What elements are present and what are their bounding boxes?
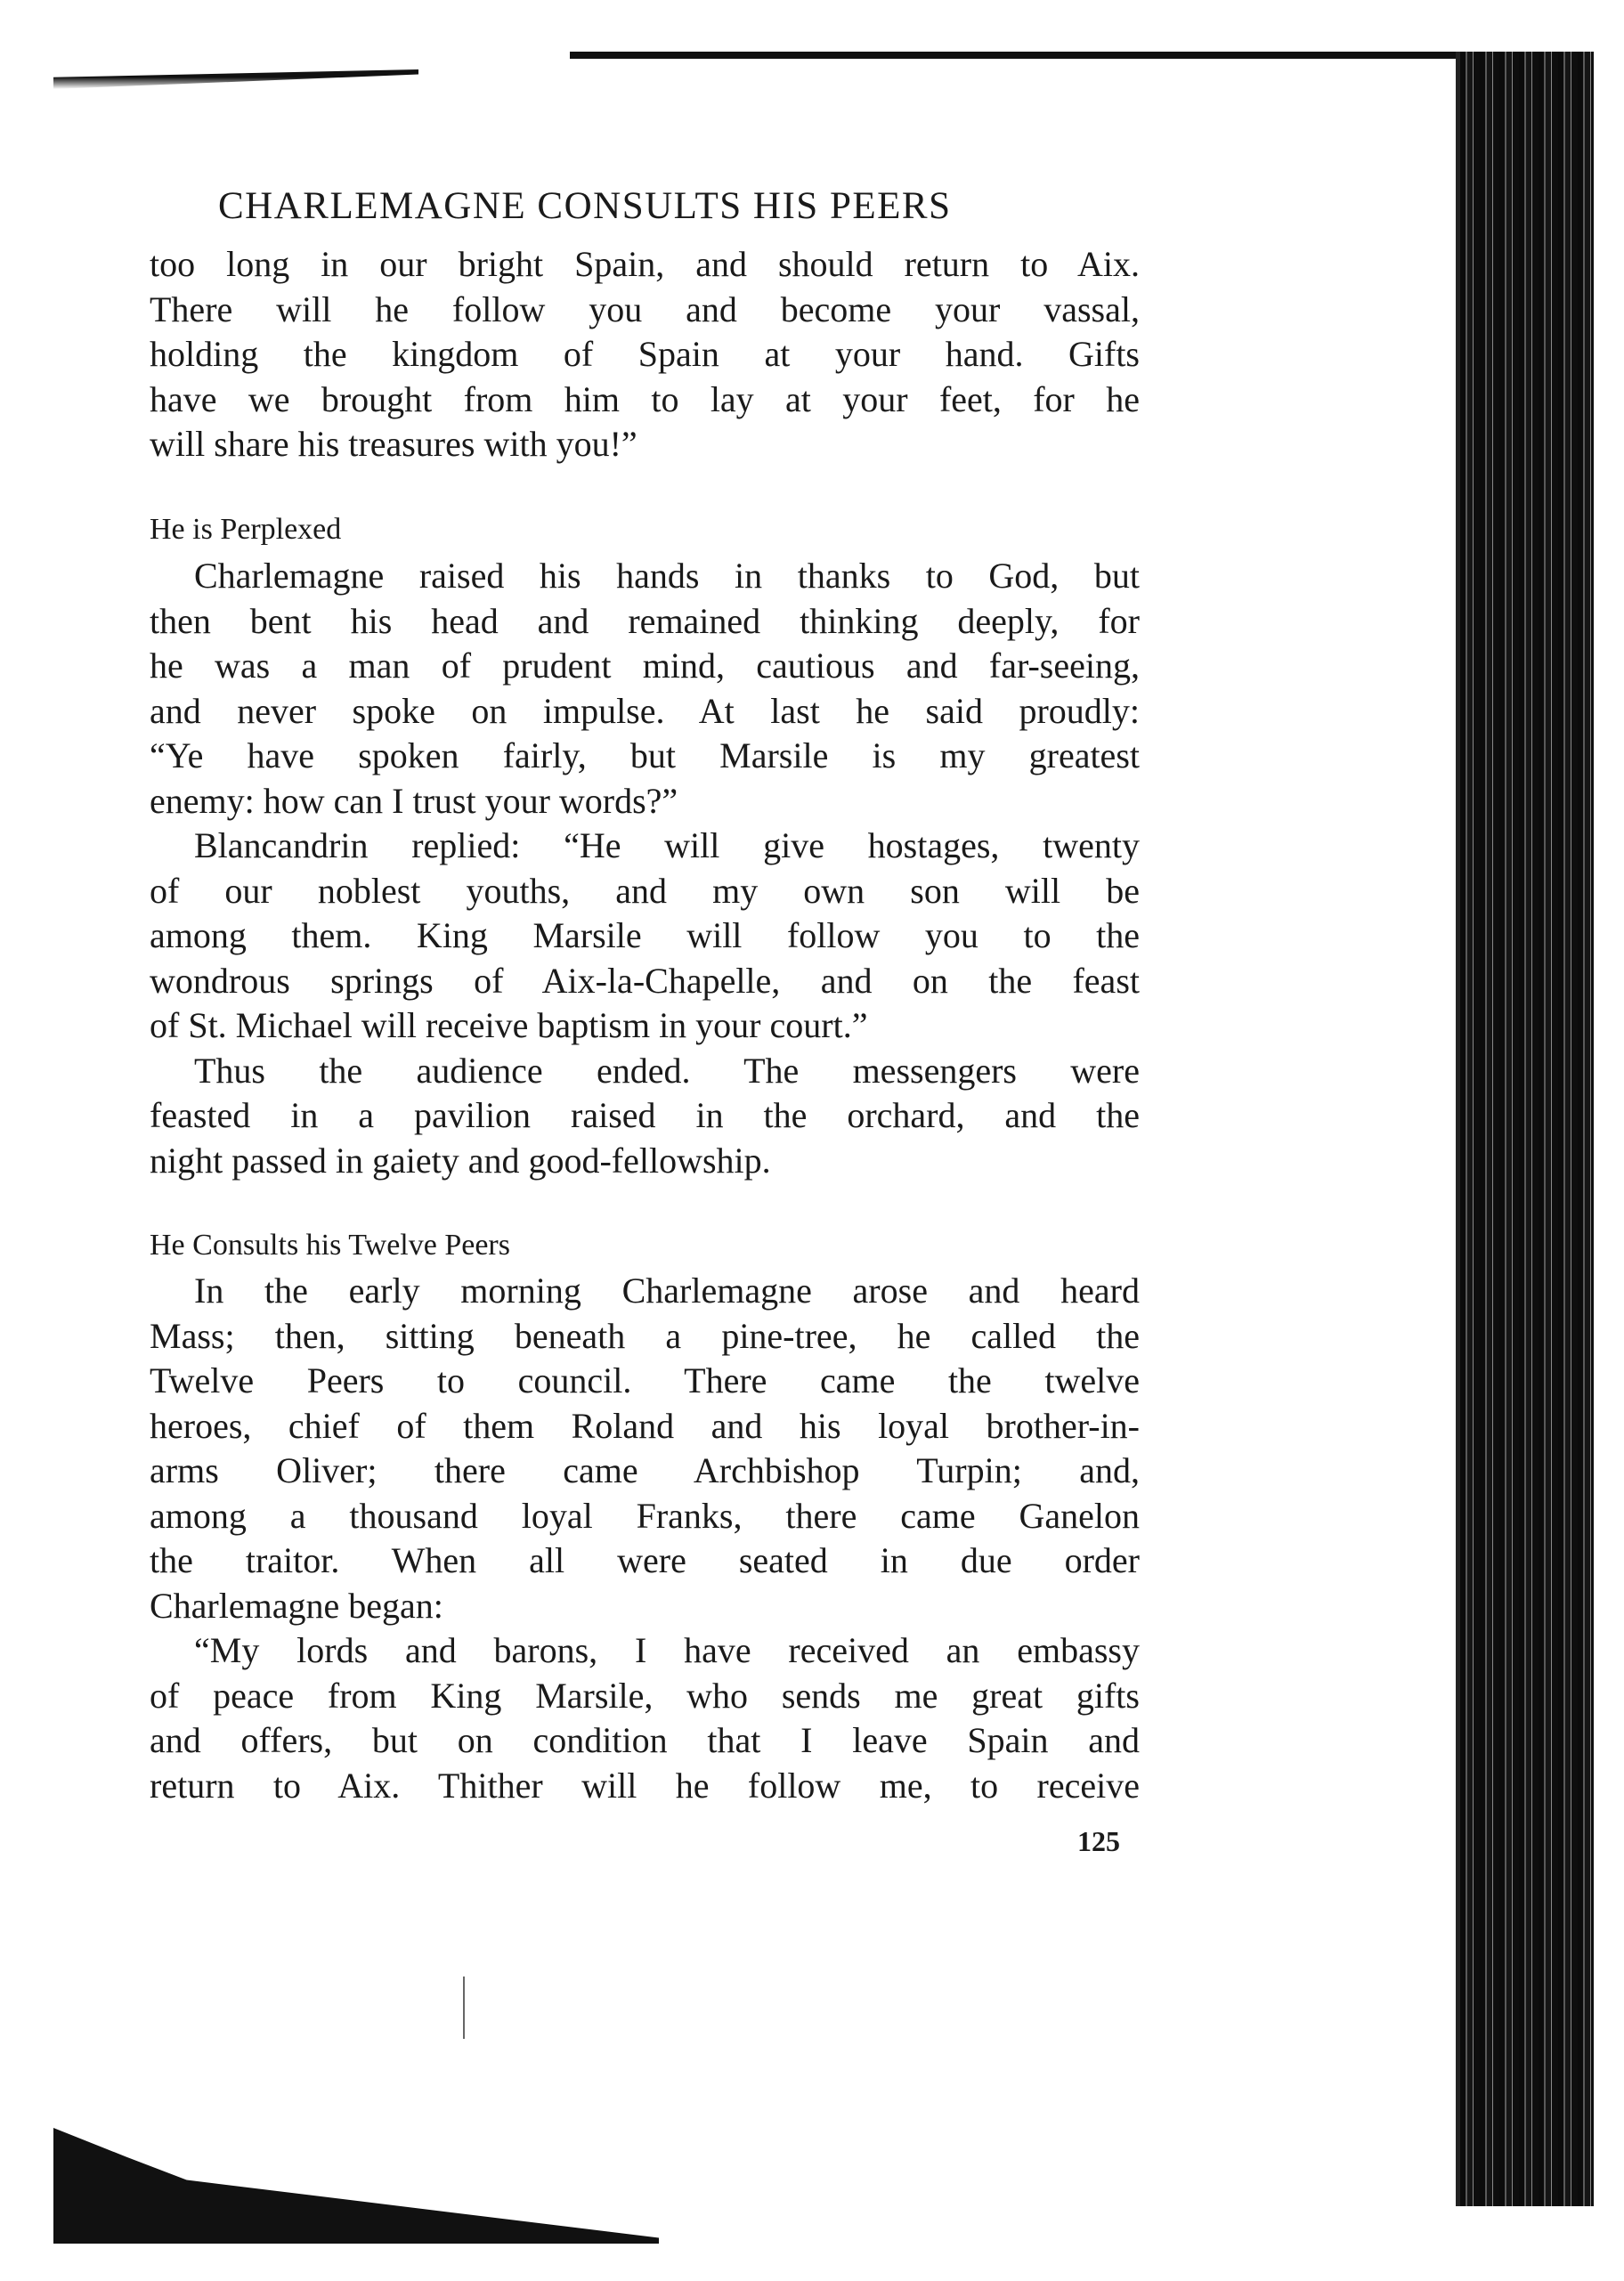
text-line: and offers, but on condition that I leave Spain and — [150, 1720, 1140, 1760]
text-block-2 — [150, 554, 1140, 1183]
scan-edge-top-left — [53, 69, 418, 89]
text-line: of our noblest youths, and my own son will be — [150, 870, 1140, 911]
text-line: the traitor. When all were seated in due order — [150, 1540, 1140, 1580]
text-line: feasted in a pavilion raised in the orchard, and the — [150, 1095, 1140, 1135]
text-line: enemy: how can I trust your words?” — [150, 780, 678, 821]
page-number: 125 — [1077, 1825, 1120, 1857]
scan-speck — [463, 1977, 465, 2039]
scan-edge-bottom-left — [53, 2128, 659, 2244]
scan-edge-top-right — [570, 52, 1469, 59]
section-subhead-perplexed: He is Perplexed — [150, 513, 342, 546]
text-line: Charlemagne raised his hands in thanks to God, but — [194, 556, 1140, 596]
text-block-1 — [150, 242, 1140, 467]
text-line: “Ye have spoken fairly, but Marsile is my greatest — [150, 735, 1140, 775]
text-line: In the early morning Charlemagne arose and heard — [194, 1270, 1140, 1311]
text-line: “My lords and barons, I have received an embassy — [194, 1630, 1140, 1670]
text-line: Thus the audience ended. The messengers were — [194, 1050, 1140, 1091]
text-line: holding the kingdom of Spain at your hand. Gifts — [150, 334, 1140, 374]
text-line: Blancandrin replied: “He will give hostages, twenty — [194, 825, 1140, 865]
section-subhead-twelve-peers: He Consults his Twelve Peers — [150, 1229, 510, 1262]
text-line: then bent his head and remained thinking deeply, for — [150, 600, 1140, 641]
text-line: Charlemagne began: — [150, 1585, 443, 1626]
text-line: Twelve Peers to council. There came the twelve — [150, 1360, 1140, 1400]
running-header: CHARLEMAGNE CONSULTS HIS PEERS — [218, 185, 952, 227]
text-line: will share his treasures with you!” — [150, 424, 637, 464]
text-line: of peace from King Marsile, who sends me great gifts — [150, 1675, 1140, 1716]
text-line: too long in our bright Spain, and should return to Aix. — [150, 244, 1140, 284]
text-line: heroes, chief of them Roland and his loyal brother-in- — [150, 1405, 1140, 1446]
text-line: arms Oliver; there came Archbishop Turpin; and, — [150, 1450, 1140, 1490]
text-line: night passed in gaiety and good-fellowship. — [150, 1140, 771, 1181]
text-line: and never spoke on impulse. At last he said proudly: — [150, 690, 1140, 731]
text-line: he was a man of prudent mind, cautious and far-seeing, — [150, 645, 1140, 686]
text-line: among them. King Marsile will follow you to the — [150, 915, 1140, 955]
text-line: return to Aix. Thither will he follow me, to receive — [150, 1765, 1140, 1806]
text-line: Mass; then, sitting beneath a pine-tree, he called the — [150, 1315, 1140, 1356]
text-line: of St. Michael will receive baptism in your court.” — [150, 1005, 868, 1045]
text-block-3 — [150, 1269, 1140, 1808]
text-line: There will he follow you and become your vassal, — [150, 288, 1140, 329]
text-line: have we brought from him to lay at your feet, for he — [150, 378, 1140, 419]
text-line: wondrous springs of Aix-la-Chapelle, and on the feast — [150, 960, 1140, 1001]
text-line: among a thousand loyal Franks, there came Ganelon — [150, 1495, 1140, 1536]
book-binding-edge — [1460, 52, 1594, 2206]
